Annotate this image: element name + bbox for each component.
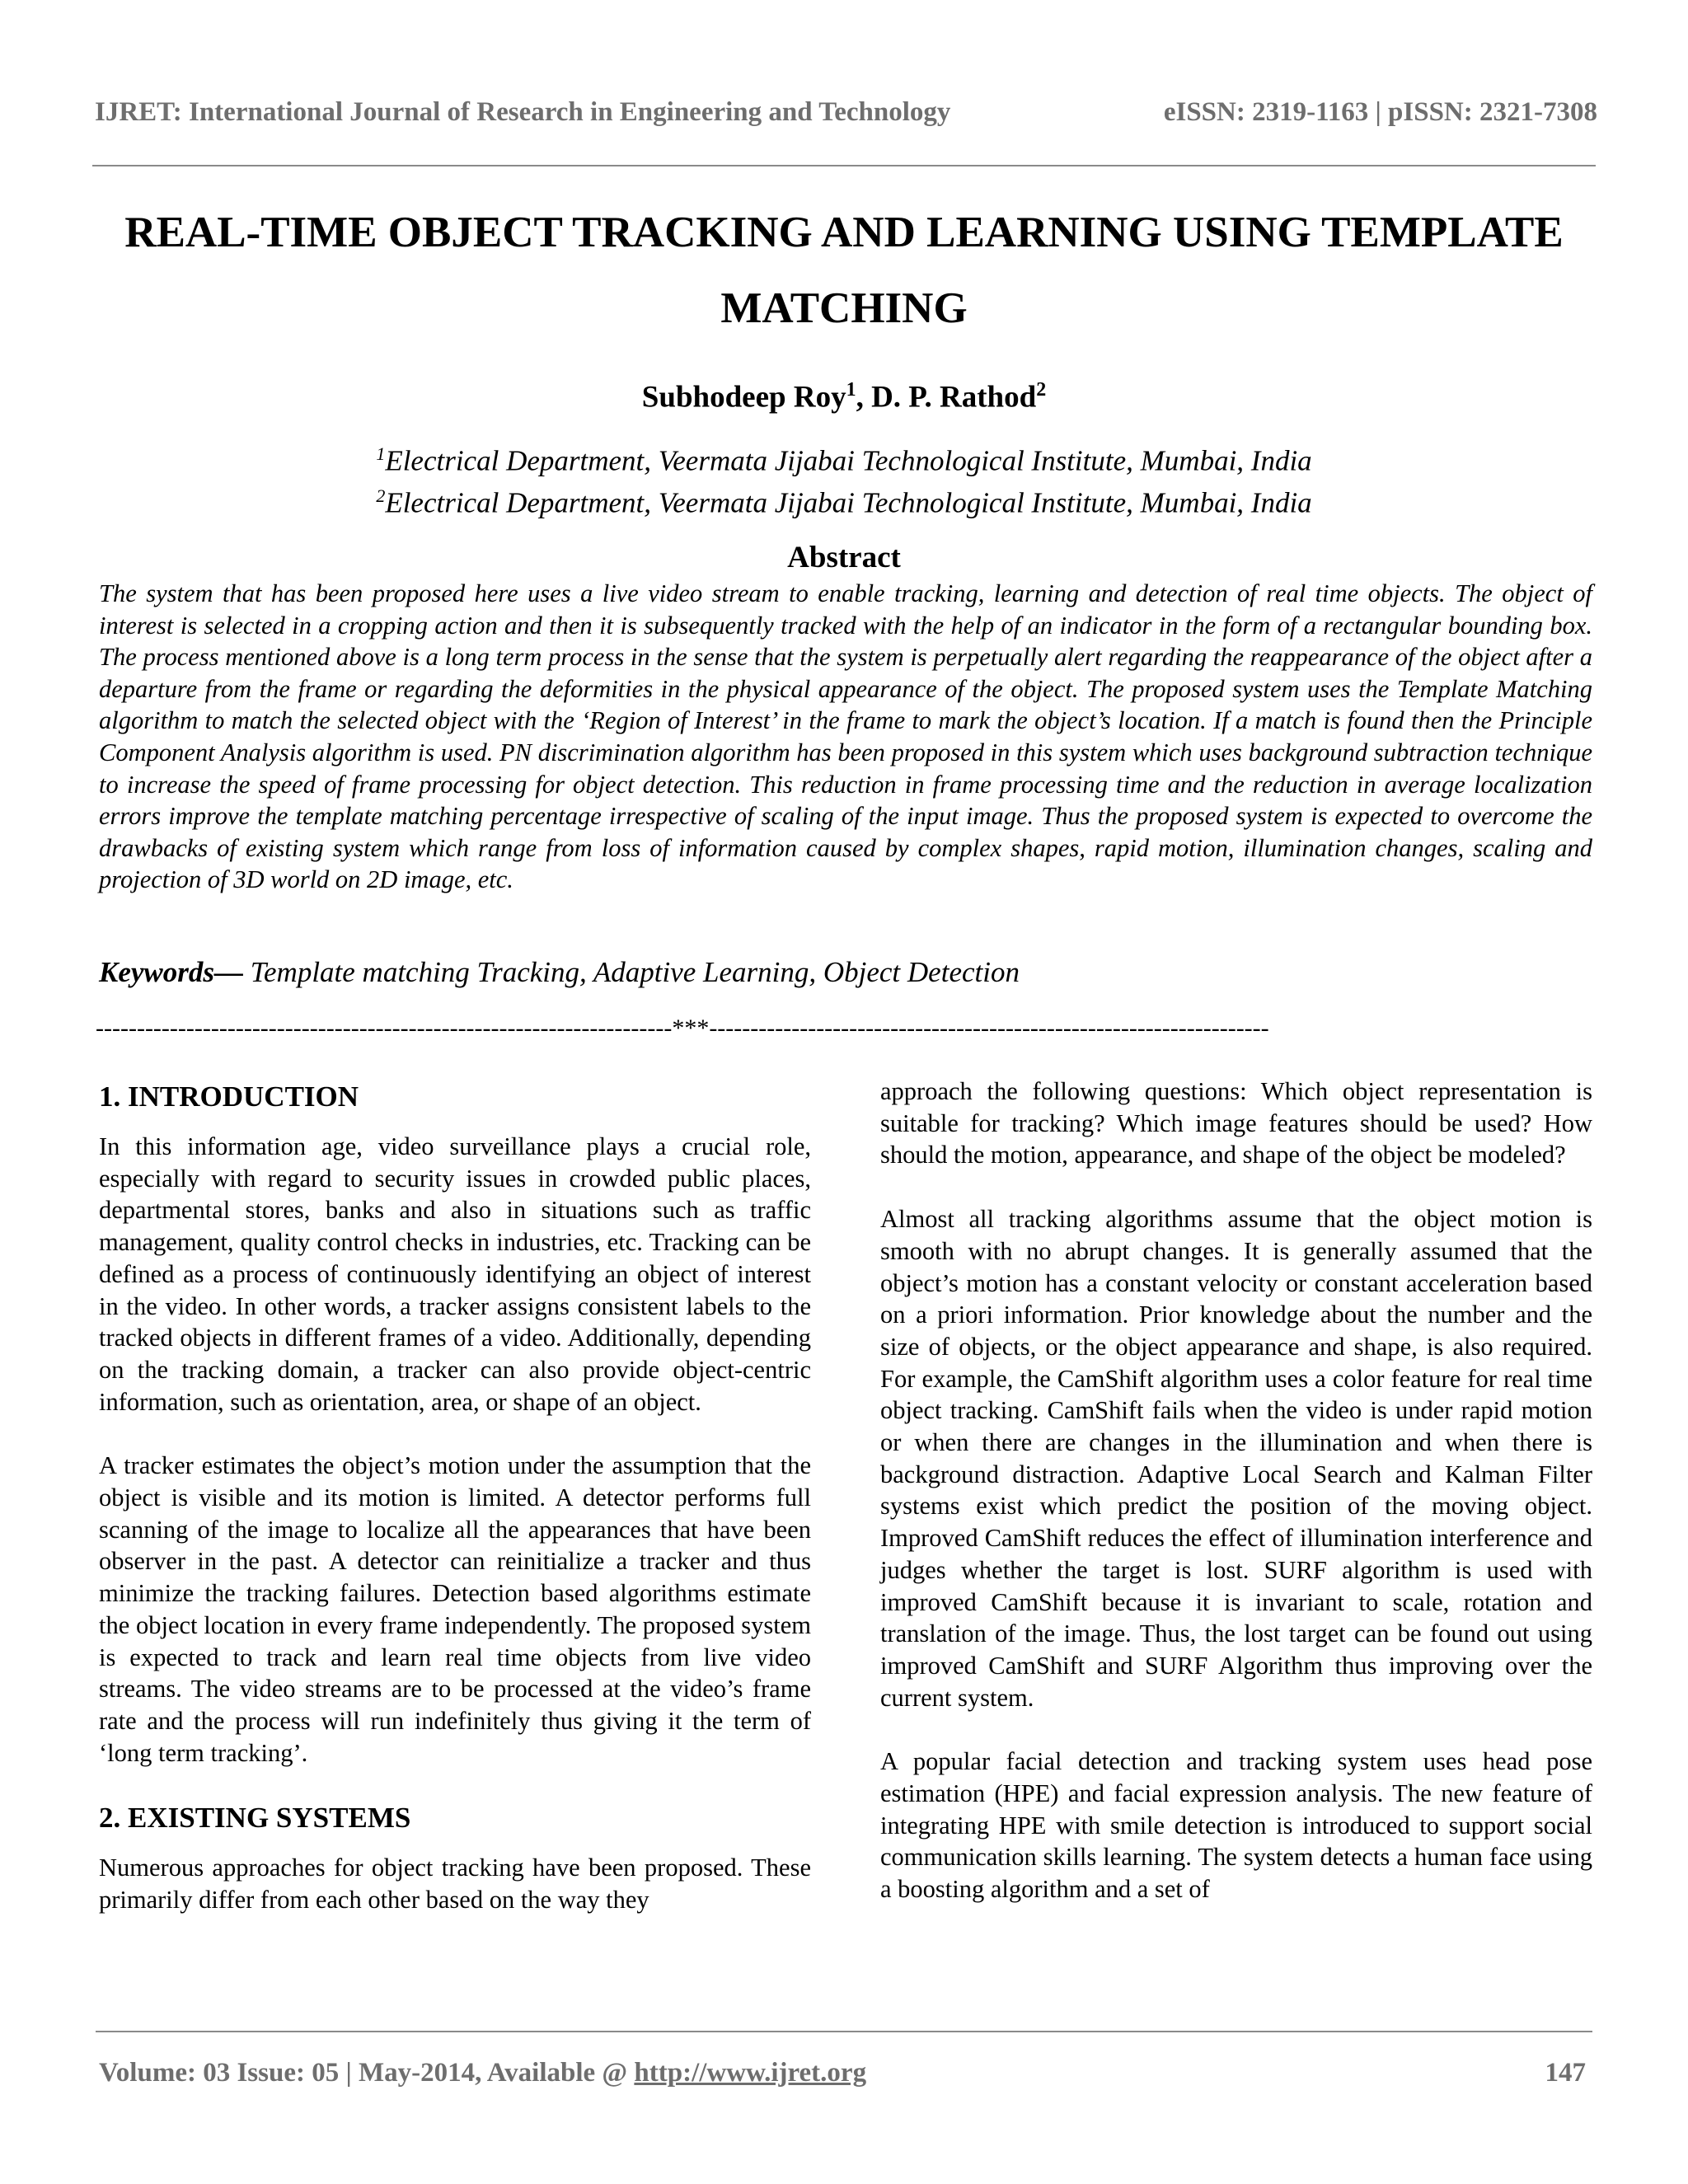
author-2: D. P. Rathod: [871, 380, 1037, 415]
header-rule: [92, 165, 1596, 166]
author-2-mark: 2: [1036, 379, 1047, 401]
author-line: [0, 379, 1688, 415]
right-paragraph-3: A popular facial detection and tracking system uses head pose estimation (HPE) and facial expression analysis. The new feature of integrating HPE with smile detection is introduced to support social communication skills learning. The system detects a human face using a boosting algorithm and a set of: [880, 1747, 1592, 1904]
right-paragraph-1: approach the following questions: Which object representation is suitable for tracking? Which image features should be used? How should the motion, appearance, and shape of the object be modeled?: [880, 1077, 1592, 1169]
introduction-heading: 1. INTRODUCTION: [99, 1080, 359, 1113]
existing-systems-heading: 2. EXISTING SYSTEMS: [99, 1802, 411, 1835]
issn-info: eISSN: 2319-1163 | pISSN: 2321-7308: [1163, 97, 1597, 127]
volume-info: Volume: 03 Issue: 05 | May-2014, Available @: [99, 2058, 635, 2088]
keywords-label: Keywords—: [99, 956, 243, 988]
journal-url-link[interactable]: http://www.ijret.org: [634, 2058, 867, 2088]
affiliation-1-text: Electrical Department, Veermata Jijabai Technological Institute, Mumbai, India: [385, 444, 1312, 477]
right-column: [880, 1076, 1592, 1938]
right-paragraph-2: Almost all tracking algorithms assume that the object motion is smooth with no abrupt changes. It is generally assumed that the object’s motion has a constant velocity or constant acceleration based on a priori information. Prior knowledge about the number and the size of objects, or the object appearance and shape, is also required. For example, the CamShift algorithm uses a color feature for real time object tracking. CamShift fails when the video is under rapid motion or when there are changes in the illumination and when there is background distraction. Adaptive Local Search and Kalman Filter systems exist which predict the position of the moving object. Improved CamShift reduces the effect of illumination interference and judges whether the target is lost. SURF algorithm is used with improved CamShift because it is invariant to scale, rotation and translation of the image. Thus, the lost target can be found out using improved CamShift and SURF Algorithm thus improving over the current system.: [880, 1205, 1592, 1712]
keywords-line: [99, 956, 1592, 989]
affiliation-2: [0, 479, 1688, 521]
affiliation-1-mark: 1: [376, 443, 386, 464]
left-column: [99, 1080, 811, 1948]
page-footer: [99, 2058, 1586, 2088]
affiliations: [0, 437, 1688, 520]
abstract-text: The system that has been proposed here uses a live video stream to enable tracking, learning and detection of real time objects. The object of interest is selected in a cropping action and then it is subsequently tracked with the help of an indicator in the form of a rectangular bounding box. The process mentioned above is a long term process in the sense that the system is perpetually alert regarding the reappearance of the object after a departure from the frame or regarding the deformities in the physical appearance of the object. The proposed system uses the Template Matching algorithm to match the selected object with the ‘Region of Interest’ in the frame to mark the object’s location. If a match is found then the Principle Component Analysis algorithm is used. PN discrimination algorithm has been proposed in this system which uses background subtraction technique to increase the speed of frame processing for object detection. This reduction in frame processing time and the reduction in average localization errors improve the template matching percentage irrespective of scaling of the input image. Thus the proposed system is expected to overcome the drawbacks of existing system which range from loss of information caused by complex shapes, rapid motion, illumination changes, scaling and projection of 3D world on 2D image, etc.: [99, 579, 1592, 894]
affiliation-2-text: Electrical Department, Veermata Jijabai Technological Institute, Mumbai, India: [385, 486, 1312, 519]
journal-name: IJRET: International Journal of Research in Engineering and Technology: [95, 97, 951, 127]
section-separator: ----------------------------------------------------------------------***--------------------------------------------------------------------: [96, 1015, 1269, 1042]
abstract-heading: Abstract: [787, 541, 901, 574]
existing-systems-paragraph-1: Numerous approaches for object tracking have been proposed. These primarily differ from each other based on the way they: [99, 1854, 811, 1915]
footer-info: [99, 2058, 866, 2088]
paper-title: REAL-TIME OBJECT TRACKING AND LEARNING USING TEMPLATE MATCHING: [124, 209, 1564, 332]
footer-rule: [96, 2031, 1592, 2032]
author-1-mark: 1: [846, 379, 856, 401]
page-header: [95, 97, 1597, 128]
affiliation-2-mark: 2: [376, 485, 386, 506]
affiliation-1: [0, 437, 1688, 479]
author-separator: ,: [856, 380, 872, 415]
page-number: 147: [1545, 2058, 1586, 2088]
author-1: Subhodeep Roy: [641, 380, 846, 415]
keywords-text: Template matching Tracking, Adaptive Learning, Object Detection: [243, 956, 1020, 988]
introduction-paragraph-1: In this information age, video surveillance plays a crucial role, especially with regard to security issues in crowded public places, departmental stores, banks and also in situations such as traffic management, quality control checks in industries, etc. Tracking can be defined as a process of continuously identifying an object of interest in the video. In other words, a tracker assigns consistent labels to the tracked objects in different frames of a video. Additionally, depending on the tracking domain, a tracker can also provide object-centric information, such as orientation, area, or shape of an object.: [99, 1132, 811, 1416]
introduction-paragraph-2: A tracker estimates the object’s motion under the assumption that the object is visible and its motion is limited. A detector performs full scanning of the image to localize all the appearances that have been observer in the past. A detector can reinitialize a tracker and thus minimize the tracking failures. Detection based algorithms estimate the object location in every frame independently. The proposed system is expected to track and learn real time objects from live video streams. The video streams are to be processed at the video’s frame rate and the process will run indefinitely thus giving it the term of ‘long term tracking’.: [99, 1451, 811, 1767]
